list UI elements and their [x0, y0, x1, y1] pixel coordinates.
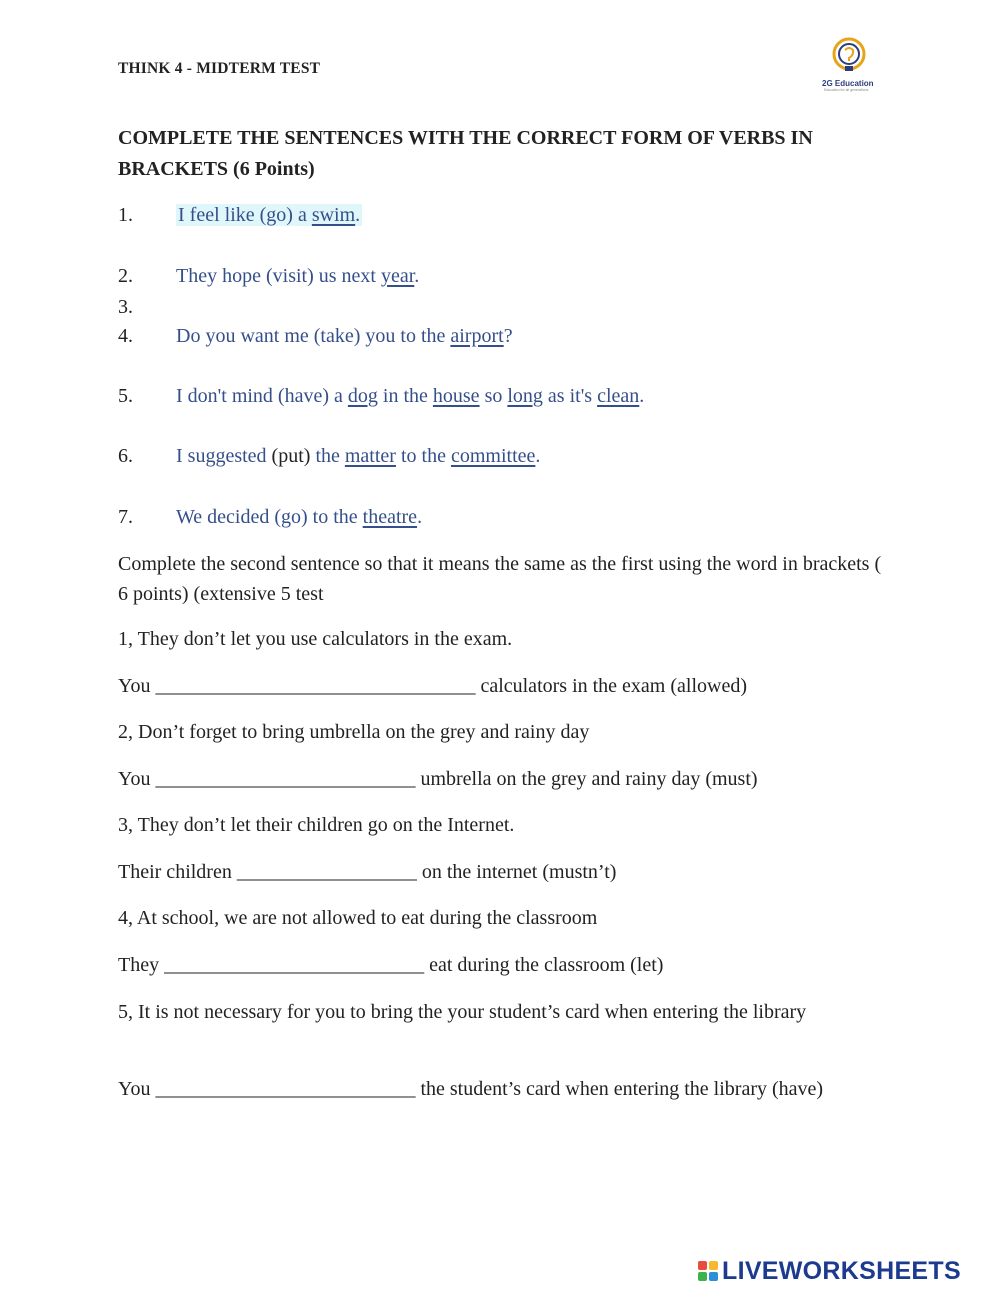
linked-word[interactable]: dog: [347, 385, 378, 407]
svg-text:2G Education: 2G Education: [822, 79, 874, 88]
item-number: 4.: [118, 325, 133, 347]
transform-prompt-1: 1, They don’t let you use calculators in the exam.: [118, 628, 513, 650]
linked-word[interactable]: year: [380, 265, 415, 287]
exercise-item-7: 7. We decided (go) to the theatre.: [118, 506, 423, 528]
linked-word[interactable]: house: [432, 385, 480, 407]
exercise-item-3: [118, 294, 176, 320]
exercise-item-5: 5. I don't mind (have) a dog in the house so long as it's clean.: [118, 385, 645, 407]
transform-answer-3[interactable]: Their children __________________ on the internet (mustn’t): [118, 861, 617, 883]
liveworksheets-footer: [698, 1256, 961, 1286]
liveworksheets-brand: LIVEWORKSHEETS: [722, 1256, 961, 1285]
linked-word[interactable]: airport: [450, 325, 504, 347]
linked-word[interactable]: clean: [597, 385, 640, 407]
linked-word[interactable]: theatre: [362, 506, 418, 528]
transform-answer-1[interactable]: You ________________________________ calculators in the exam (allowed): [118, 675, 747, 697]
transform-prompt-5: 5, It is not necessary for you to bring the your student’s card when entering the library: [118, 1001, 807, 1023]
transform-answer-4[interactable]: They __________________________ eat during the classroom (let): [118, 954, 664, 976]
item-number: 3.: [118, 296, 133, 318]
document-header: THINK 4 - MIDTERM TEST: [118, 60, 321, 77]
section-2-instructions: Complete the second sentence so that it means the same as the first using the word in brackets ( 6 points) (extensive 5 test: [118, 553, 882, 605]
transform-prompt-2: 2, Don’t forget to bring umbrella on the grey and rainy day: [118, 721, 590, 743]
exercise-item-1: 1. I feel like (go) a swim.: [118, 204, 361, 226]
liveworksheets-logo-icon: [698, 1261, 718, 1281]
svg-text:Education for all generations: Education for all generations: [824, 88, 869, 92]
transform-prompt-4: 4, At school, we are not allowed to eat during the classroom: [118, 907, 598, 929]
linked-word[interactable]: swim: [311, 204, 356, 226]
exercise-item-6: 6. I suggested (put) the matter to the committee.: [118, 445, 541, 467]
item-number: 1.: [118, 204, 133, 226]
linked-word[interactable]: matter: [344, 445, 396, 467]
exercise-item-2: 2. They hope (visit) us next year.: [118, 265, 420, 287]
item-number: 5.: [118, 385, 133, 407]
linked-word[interactable]: committee: [450, 445, 536, 467]
section-1-title: COMPLETE THE SENTENCES WITH THE CORRECT FORM OF VERBS IN BRACKETS (6 Points): [118, 127, 813, 180]
exercise-item-4: 4. Do you want me (take) you to the airport?: [118, 325, 513, 347]
2g-education-logo: [818, 36, 880, 92]
transform-answer-2[interactable]: You __________________________ umbrella on the grey and rainy day (must): [118, 768, 758, 790]
item-number: 2.: [118, 265, 133, 287]
transform-answer-5[interactable]: You __________________________ the student’s card when entering the library (have): [118, 1078, 824, 1100]
linked-word[interactable]: long: [507, 385, 543, 407]
transform-prompt-3: 3, They don’t let their children go on the Internet.: [118, 814, 515, 836]
item-number: 7.: [118, 506, 133, 528]
item-number: 6.: [118, 445, 133, 467]
